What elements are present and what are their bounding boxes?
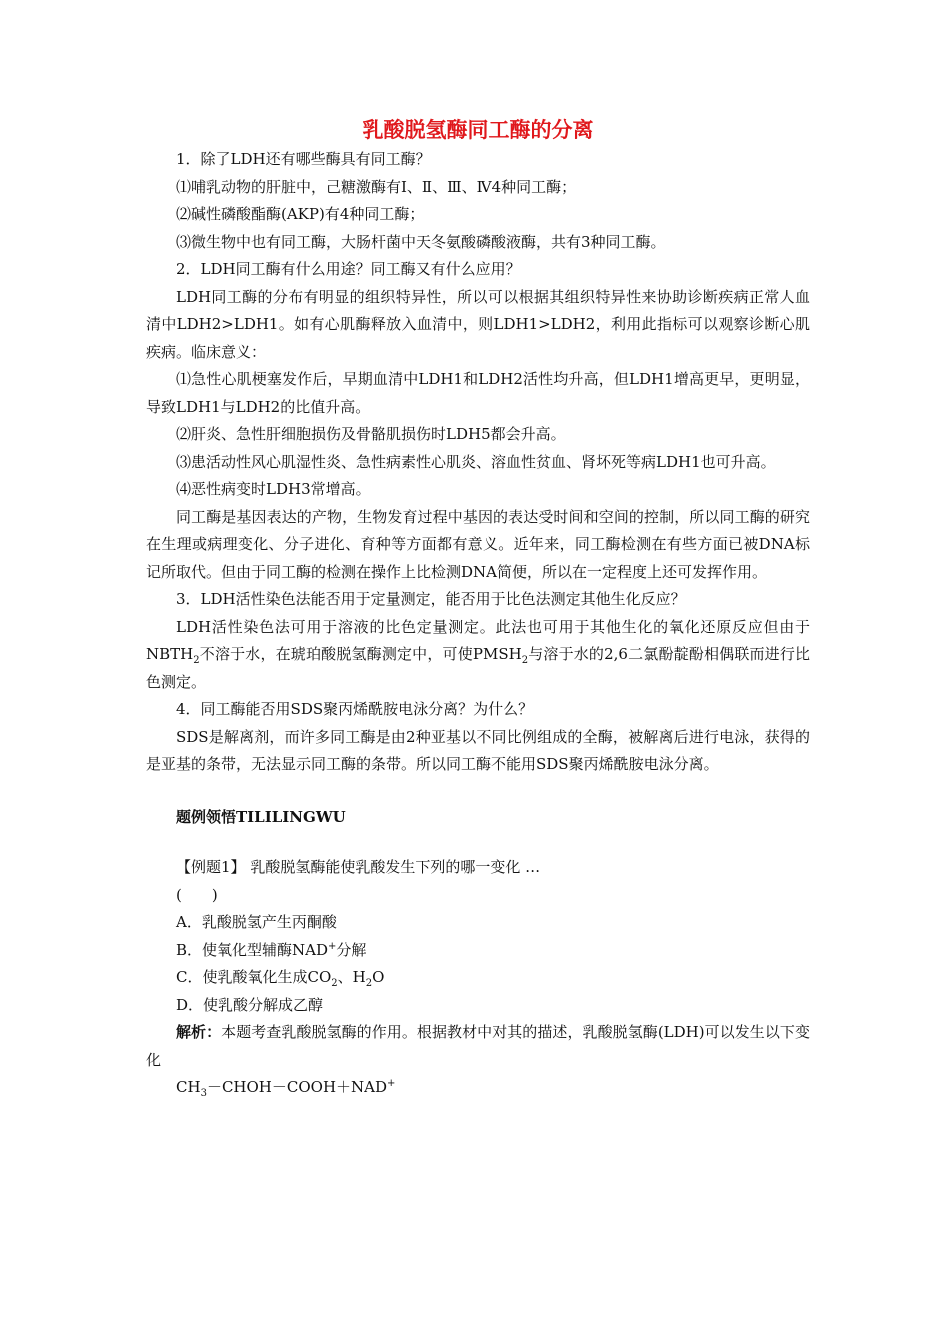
analysis-label: 解析： xyxy=(176,1023,222,1041)
answer-1-item-3: ⑶微生物中也有同工酶，大肠杆菌中天冬氨酸磷酸液酶，共有3种同工酶。 xyxy=(176,232,666,251)
question-4: 4．同工酶能否用SDS聚丙烯酰胺电泳分离？为什么？ xyxy=(176,700,534,718)
answer-3: LDH活性染色法可用于溶液的比色定量测定。此法也可用于其他生化的氧化还原反应但由于$NBTH_2$不溶于水，在琥珀酸脱氢酶测定中，可使$PMSH_2$与溶于水的2,6二氯酚靛酚相偶联而进行比色测定。 xyxy=(146,617,811,691)
reaction-formula: $CH_3-CHOH-COOH+NAD^+$ xyxy=(176,1078,396,1099)
document-page xyxy=(146,116,810,1102)
answer-2-item-3: ⑶患活动性风心肌湿性炎、急性病素性心肌炎、溶血性贫血、肾坏死等病LDH1也可升高。 xyxy=(176,452,776,471)
option-a: A．乳酸脱氢产生丙酮酸 xyxy=(176,913,337,931)
option-b: B．使氧化型辅酶NAD+分解 xyxy=(176,940,367,959)
document-title: 乳酸脱氢酶同工酶的分离 xyxy=(362,117,594,142)
answer-2-item-2: ⑵肝炎、急性肝细胞损伤及骨骼肌损伤时LDH5都会升高。 xyxy=(176,425,566,443)
option-d: D．使乳酸分解成乙醇 xyxy=(176,995,324,1014)
analysis: 解析：本题考查乳酸脱氢酶的作用。根据教材中对其的描述，乳酸脱氢酶(LDH)可以发生以下变化 xyxy=(146,1023,810,1069)
answer-2-item-4: ⑷恶性病变时LDH3常增高。 xyxy=(176,480,371,498)
answer-2-intro: LDH同工酶的分布有明显的组织特异性，所以可以根据其组织特异性来协助诊断疾病正常人血清中LDH2>LDH1。如有心肌酶释放入血清中，则LDH1>LDH2，利用此指标可以观察诊断心肌疾病。临床意义： xyxy=(146,287,810,361)
answer-1-item-2: ⑵碱性磷酸酯酶(AKP)有4种同工酶； xyxy=(176,205,425,223)
option-c: C．使乳酸氧化生成$CO_2$、$H_2O$ xyxy=(176,968,385,989)
question-3: 3．LDH活性染色法能否用于定量测定，能否用于比色法测定其他生化反应？ xyxy=(176,590,686,608)
question-2: 2．LDH同工酶有什么用途？同工酶又有什么应用？ xyxy=(176,260,521,278)
question-1: 1．除了LDH还有哪些酶具有同工酶？ xyxy=(176,150,431,168)
answer-2-summary: 同工酶是基因表达的产物，生物发育过程中基因的表达受时间和空间的控制，所以同工酶的研究在生理或病理变化、分子进化、育种等方面都有意义。近年来，同工酶检测在有些方面已被DNA标记所取代。但由于同工酶的检测在操作上比检测DNA简便，所以在一定程度上还可发挥作用。 xyxy=(146,507,810,581)
section-heading: 题例领悟TILILINGWU xyxy=(176,807,346,826)
example-blank: ( ) xyxy=(176,885,218,904)
example-question: 【例题1】 乳酸脱氢酶能使乳酸发生下列的哪一变化 … xyxy=(176,858,541,876)
answer-2-item-1: ⑴急性心肌梗塞发作后，早期血清中LDH1和LDH2活性均升高，但LDH1增高更早，更明显，导致LDH1与LDH2的比值升高。 xyxy=(146,370,810,416)
answer-4: SDS是解离剂，而许多同工酶是由2种亚基以不同比例组成的全酶，被解离后进行电泳，获得的是亚基的条带，无法显示同工酶的条带。所以同工酶不能用SDS聚丙烯酰胺电泳分离。 xyxy=(146,727,810,773)
answer-1-item-1: ⑴哺乳动物的肝脏中，己糖激酶有Ⅰ、Ⅱ、Ⅲ、Ⅳ4种同工酶； xyxy=(176,177,577,196)
example-label: 【例题1】 xyxy=(176,858,246,876)
